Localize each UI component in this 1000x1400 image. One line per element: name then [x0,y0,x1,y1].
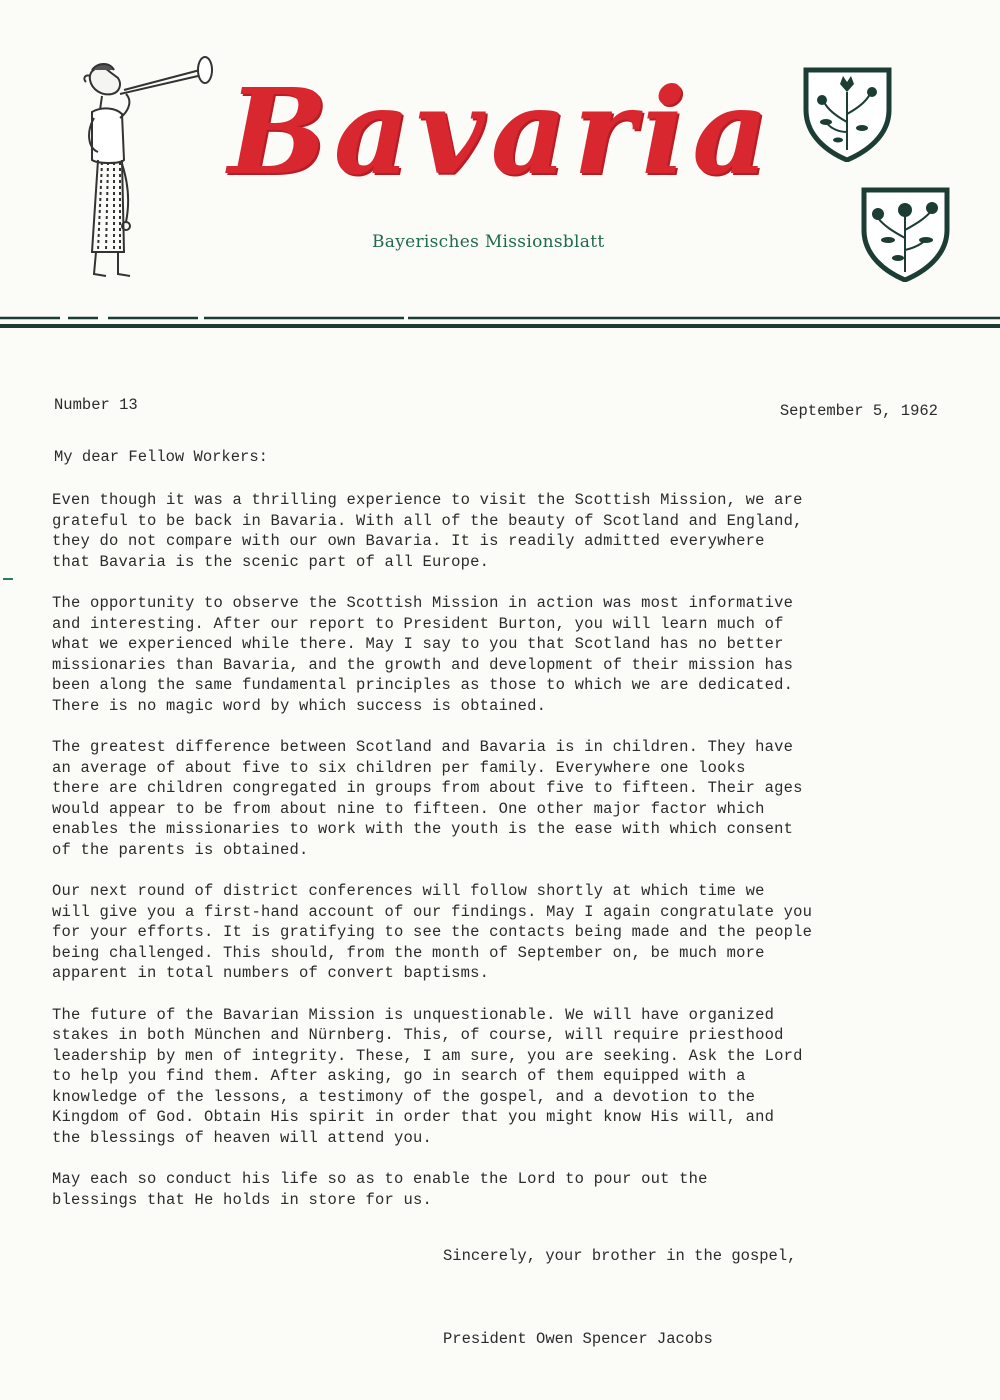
herald-trumpeter-icon [72,52,222,287]
masthead-subtitle: Bayerisches Missionsblatt [372,232,605,252]
paragraph-4: Our next round of district conferences will follow shortly at which time we will give you a first-hand account of our findings. May I again congratulate you for your efforts. It is gratifying to see the contacts being made and the people being challenged. This should, from the month of September on, be much more apparent in total numbers of convert baptisms. [52,882,813,982]
letter-meta [52,396,972,426]
masthead-divider [0,312,1000,332]
paragraph-5: The future of the Bavarian Mission is unquestionable. We will have organized stakes in both München and Nürnberg. This, of course, will require priesthood leadership by men of integrity. These, I am sure, you are seeking. Ask the Lord to help you find them. After asking, go in search of them equipped with a knowledge of the lessons, a testimony of the gospel, and a devotion to the Kingdom of God. Obtain His spirit in order that you might know His will, and the blessings of heaven will attend you. [52,1005,803,1147]
paragraph-1: Even though it was a thrilling experience to visit the Scottish Mission, we are grateful to be back in Bavaria. With all of the beauty of Scotland and England, they do not compare with our own Bavaria. It is readily admitted everywhere that Bavaria is the scenic part of all Europe. [52,491,803,571]
closing: Sincerely, your brother in the gospel, [443,1247,797,1265]
salutation: My dear Fellow Workers: [54,448,268,466]
margin-mark [3,578,13,580]
floral-crest-icon [858,182,953,282]
masthead [0,0,1000,300]
paragraph-6: May each so conduct his life so as to enable the Lord to pour out the blessings that He holds in store for us. [52,1170,708,1209]
paragraph-3: The greatest difference between Scotland and Bavaria is in children. They have an average of about five to six children per family. Everywhere one looks there are children congregated in groups from about five to fifteen. Their ages would appear to be from about nine to fifteen. One other major factor which enables the missionaries to work with the youth is the ease with which consent of the parents is obtained. [52,738,803,859]
signature: President Owen Spencer Jacobs [443,1330,713,1348]
letter-date: September 5, 1962 [779,402,938,420]
letter-body [52,396,972,1231]
issue-number: Number 13 [54,396,138,414]
floral-crest-icon [800,62,895,162]
paragraph-2: The opportunity to observe the Scottish Mission in action was most informative and interesting. After our report to President Burton, you will learn much of what we experienced while there. May I say to you that Scotland has no better missionaries than Bavaria, and the growth and development of their mission has been along the same fundamental principles as those to which we are dedicated. There is no magic word by which success is obtained. [52,594,794,715]
masthead-title: Bavaria [228,62,775,201]
